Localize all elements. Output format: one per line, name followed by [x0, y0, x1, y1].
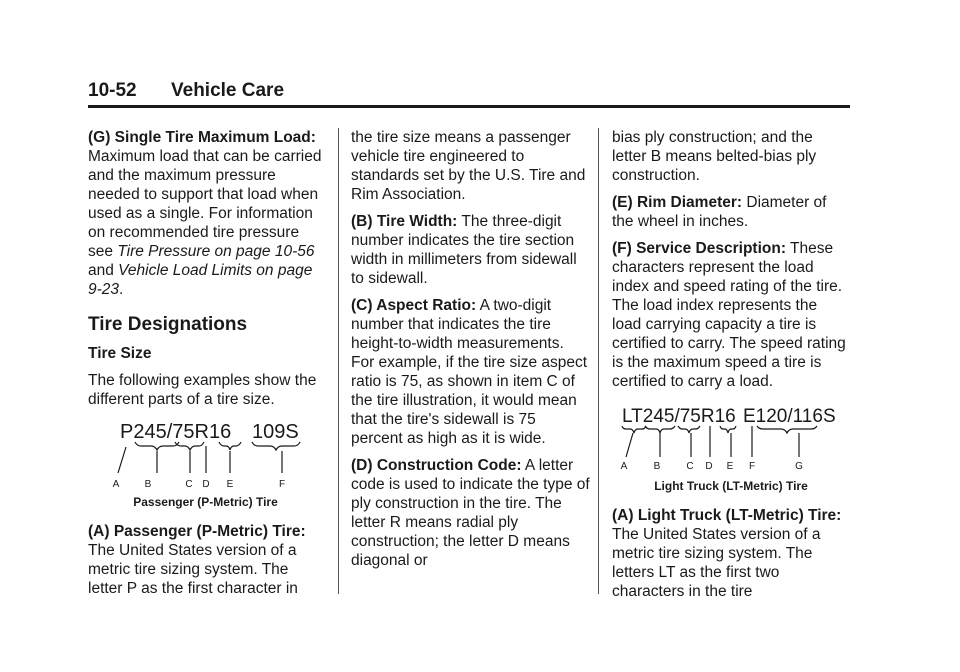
text-e: Diameter of the wheel in inches.: [612, 194, 827, 230]
text-a-light-truck: The United States version of a metric tire sizing system. The letters LT as the first two characters in the tire: [612, 526, 821, 600]
text-c: A two-digit number that indicates the tire height-to-width measurements. For example, if the tire size aspect ratio is 75, as shown in item C of the tire illustration, it would mean that the tire's sidewall is 75 percent as high as it is wide.: [351, 297, 588, 447]
text-f: These characters represent the load index and speed rating of the tire. The load index represents the load carrying capacity a tire is certified to carry. The speed rating is the maximum speed a tire is certified to carry a load.: [612, 240, 846, 390]
term-a-passenger: (A) Passenger (P-Metric) Tire:: [88, 523, 306, 540]
paragraph-e: [612, 193, 850, 231]
text-a-passenger: The United States version of a metric tire sizing system. The letter P as the first character in: [88, 542, 298, 597]
paragraph-a-passenger: [88, 522, 323, 598]
column-3: [612, 128, 850, 609]
passenger-diagram-label-f: F: [278, 479, 286, 489]
passenger-tire-caption: Passenger (P-Metric) Tire: [133, 495, 278, 509]
passenger-diagram-label-e: E: [226, 479, 234, 489]
column-divider-1: [338, 128, 339, 594]
column-divider-2: [598, 128, 599, 594]
column-2: [351, 128, 591, 578]
heading-tire-designations: Tire Designations: [88, 314, 248, 335]
lt-diagram-label-d: D: [705, 461, 713, 472]
light-truck-tire-diagram: [612, 399, 850, 473]
lt-diagram-label-b: B: [653, 461, 661, 472]
text-g: Maximum load that can be carried and the maximum pressure needed to support that load when used as a single. For information on recommended tire pressure see: [88, 148, 322, 260]
passenger-diagram-label-a: A: [112, 479, 120, 489]
light-truck-tire-figure: [612, 399, 850, 496]
paragraph-c: [351, 296, 591, 448]
lt-diagram-label-a: A: [620, 461, 628, 472]
text-d: A letter code is used to indicate the type of ply construction in the tire. The letter R means radial ply construction; the letter D means diagonal or: [351, 457, 590, 569]
term-a-light-truck: (A) Light Truck (LT-Metric) Tire:: [612, 507, 842, 524]
light-truck-tire-caption: Light Truck (LT-Metric) Tire: [654, 479, 808, 493]
paragraph-continued: the tire size means a passenger vehicle tire engineered to standards set by the U.S. Tire and Rim Association.: [351, 129, 586, 203]
column-1: [88, 128, 323, 606]
term-c: (C) Aspect Ratio:: [351, 297, 477, 314]
paragraph-b: [351, 212, 591, 288]
lt-diagram-label-g: G: [795, 461, 803, 472]
section-title: Vehicle Care: [171, 80, 285, 101]
text-b: The three-digit number indicates the tire section width in millimeters from sidewall to sidewall.: [351, 213, 577, 287]
ref-vehicle-load-limits[interactable]: Vehicle Load Limits on page 9-23: [88, 262, 313, 298]
passenger-tire-diagram: [88, 417, 323, 489]
lt-diagram-label-f: F: [748, 461, 756, 472]
passenger-tire-figure: [88, 417, 323, 512]
lt-tire-code-part-a: LT245/75R16: [622, 406, 736, 427]
text-and: and: [88, 262, 119, 279]
passenger-diagram-label-c: C: [185, 479, 193, 489]
paragraph-continued-3: bias ply construction; and the letter B means belted-bias ply construction.: [612, 129, 817, 184]
lt-diagram-label-e: E: [726, 461, 734, 472]
paragraph-g: [88, 128, 323, 299]
lt-tire-code-part-b: E120/116S: [743, 406, 836, 427]
tire-code-part-b: 109S: [252, 421, 299, 443]
paragraph-a-light-truck: [612, 506, 850, 601]
term-f: (F) Service Description:: [612, 240, 786, 257]
intro-text: The following examples show the different parts of a tire size.: [88, 372, 317, 408]
subheading-tire-size: Tire Size: [88, 345, 152, 362]
term-d: (D) Construction Code:: [351, 457, 522, 474]
tire-code-part-a: P245/75R16: [120, 421, 232, 443]
ref-tire-pressure[interactable]: Tire Pressure on page 10-56: [117, 243, 315, 260]
page-number: 10-52: [88, 80, 137, 101]
passenger-diagram-label-d: D: [202, 479, 210, 489]
lt-diagram-label-c: C: [686, 461, 694, 472]
term-e: (E) Rim Diameter:: [612, 194, 743, 211]
term-b: (B) Tire Width:: [351, 213, 458, 230]
text-end: .: [119, 281, 124, 298]
header-rule: [88, 105, 850, 108]
paragraph-d: [351, 456, 591, 570]
paragraph-f: [612, 239, 850, 391]
term-g: (G) Single Tire Maximum Load:: [88, 129, 316, 146]
passenger-diagram-label-b: B: [144, 479, 152, 489]
